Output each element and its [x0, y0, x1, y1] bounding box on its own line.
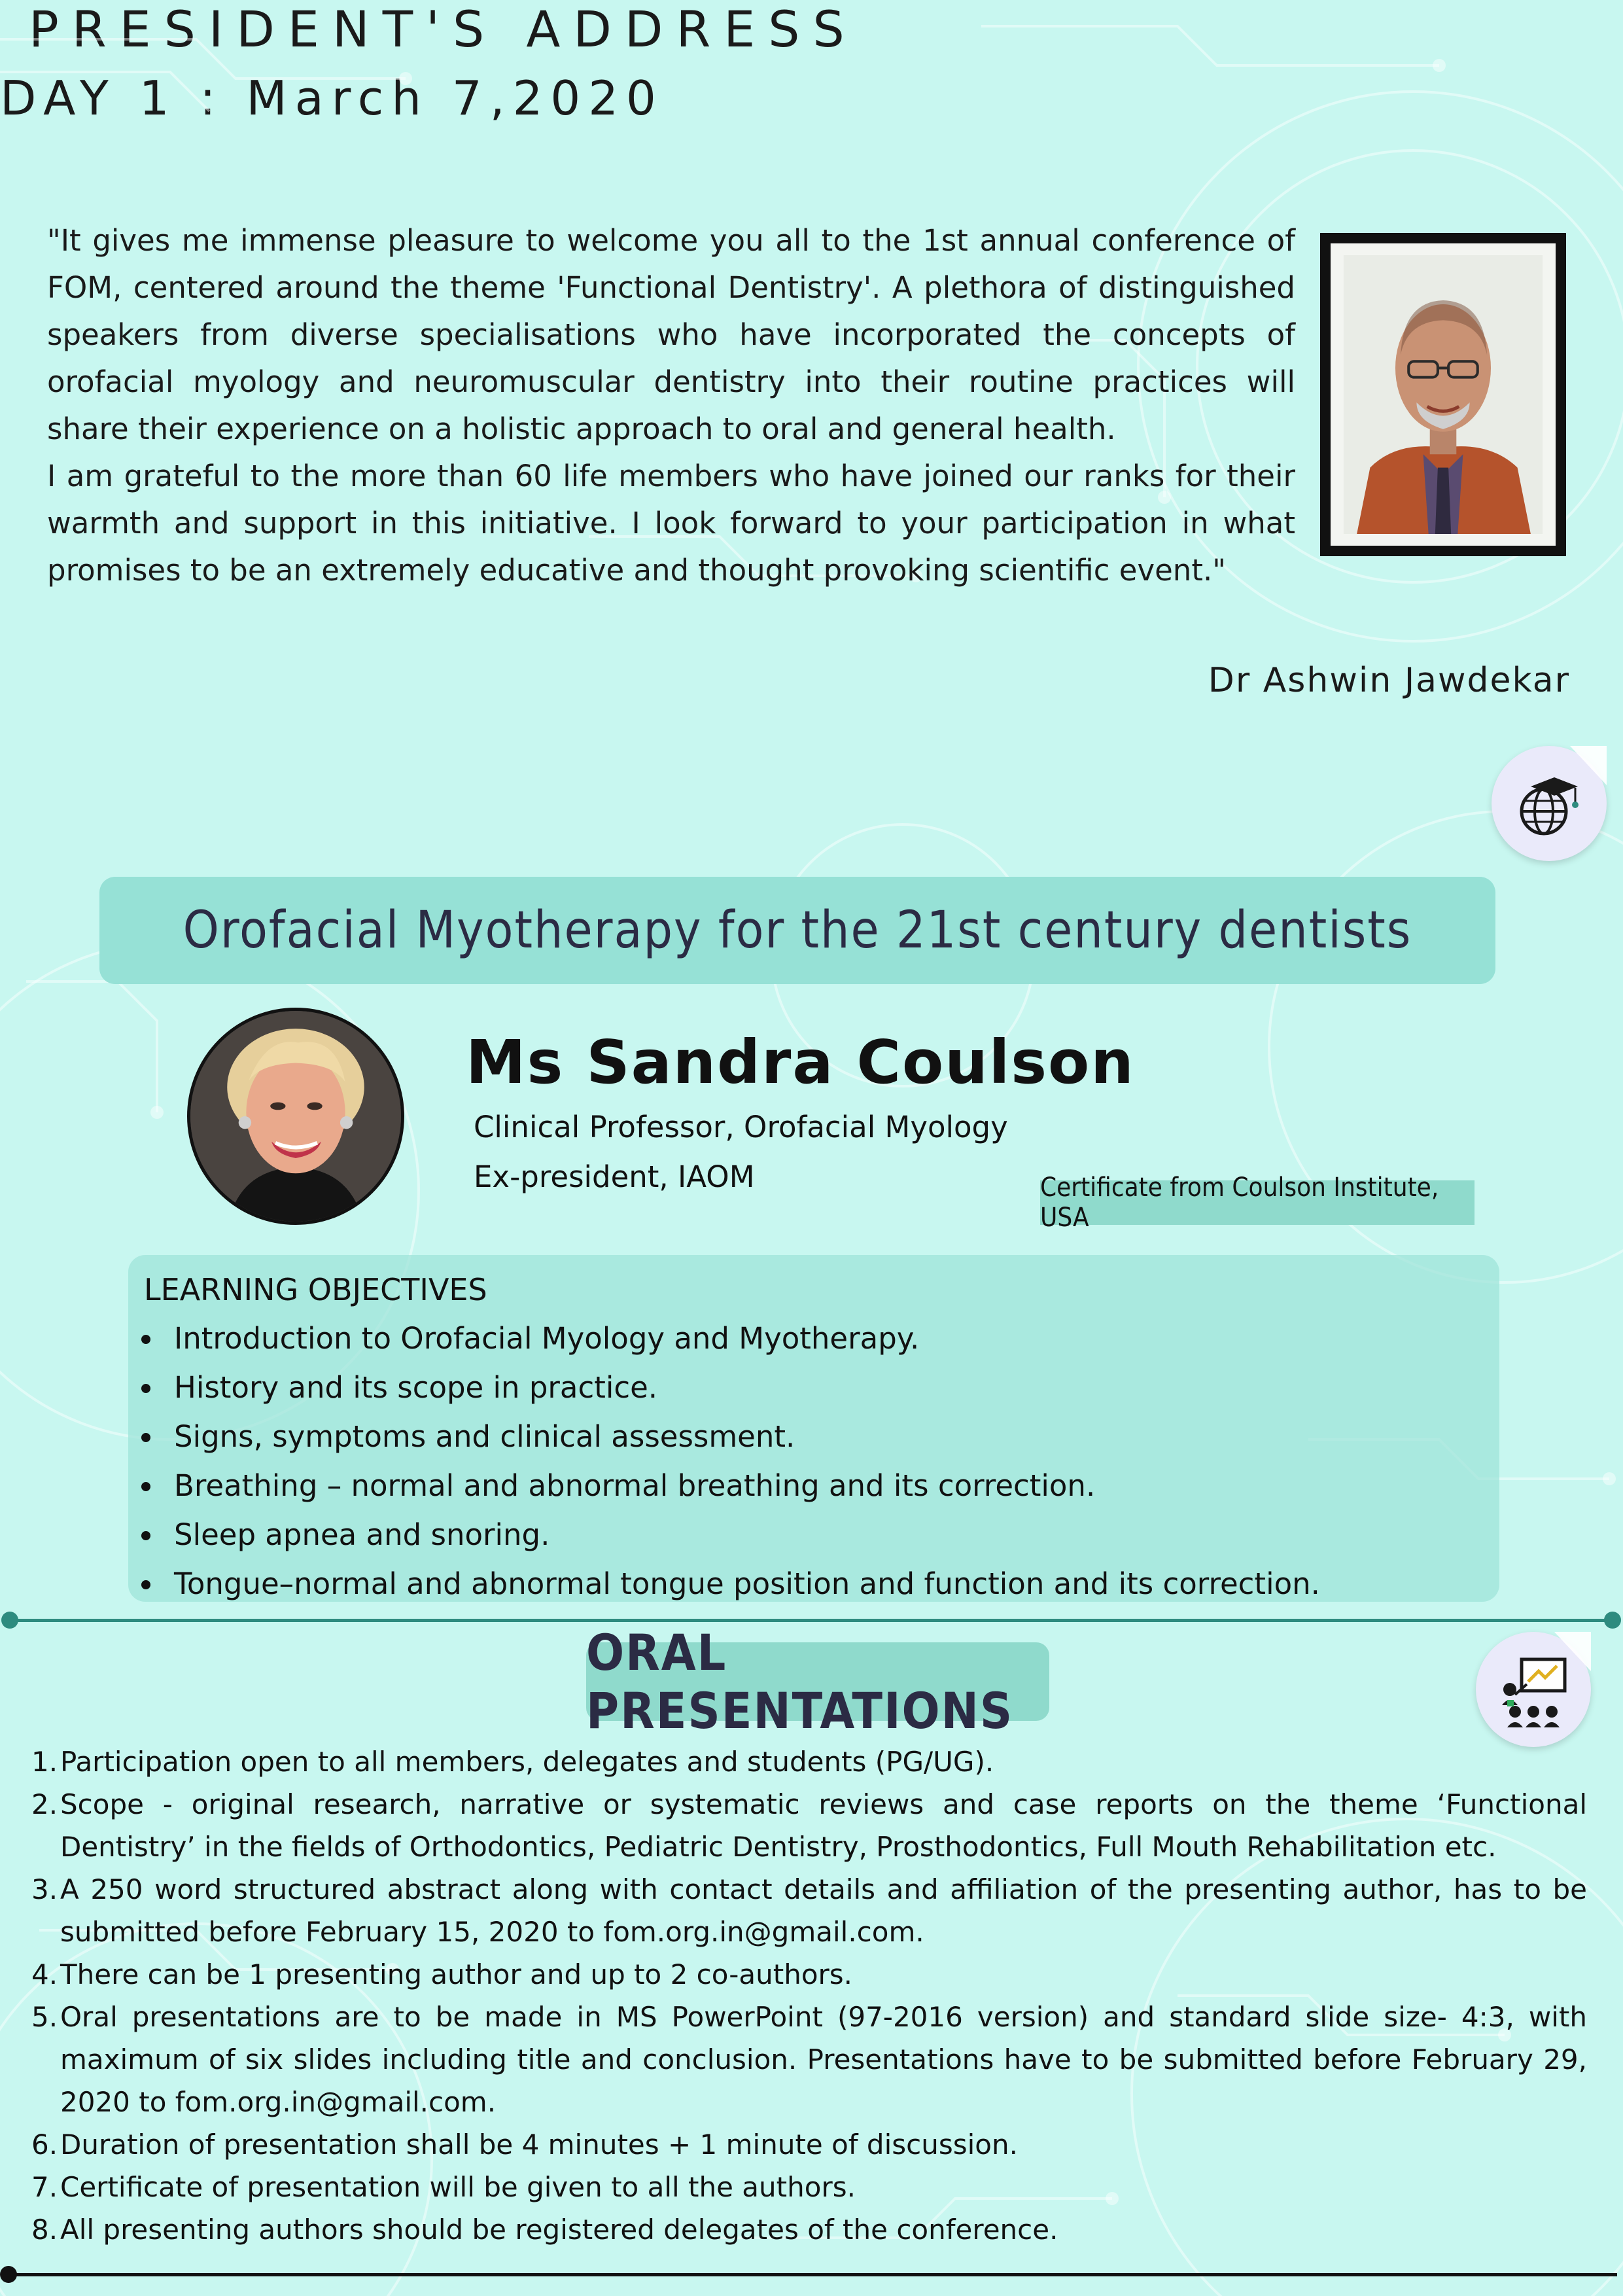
list-item: 5. Oral presentations are to be made in MS PowerPoint (97-2016 version) and standard slide size- 4:3, with maximum of six slides including title and conclusion. Presentations have to be submitted before February 29, 2020 to fom.org.in@gmail.com.: [31, 2001, 1587, 2118]
list-item: 4. There can be 1 presenting author and up to 2 co-authors.: [31, 1958, 853, 1990]
oral-presentations-title: ORAL PRESENTATIONS: [586, 1623, 1014, 1740]
certificate-badge: Certificate from Coulson Institute, USA: [1040, 1180, 1475, 1225]
objectives-list: [135, 1314, 1482, 1608]
address-paragraph-2: I am grateful to the more than 60 life members who have joined our ranks for their warmth and support in this initiative. I look forward to your participation in what promises to be an extremely educative and thought provoking scientific event.": [47, 459, 1295, 588]
list-item: Breathing – normal and abnormal breathing and its correction.: [135, 1461, 1482, 1510]
talk-title: Orofacial Myotherapy for the 21st century dentists: [183, 901, 1412, 960]
list-item: Signs, symptoms and clinical assessment.: [135, 1412, 1482, 1461]
talk-title-box: [99, 877, 1495, 984]
speaker-role: Clinical Professor, Orofacial Myology: [474, 1110, 1008, 1144]
presentation-audience-icon: [1476, 1632, 1591, 1747]
speaker-photo: [187, 1008, 404, 1225]
president-photo-frame: [1320, 233, 1566, 556]
list-item: 6. Duration of presentation shall be 4 minutes + 1 minute of discussion.: [31, 2128, 1018, 2161]
speaker-portrait-image: [190, 1011, 401, 1222]
divider-dot: [1604, 1612, 1621, 1629]
list-item: 2. Scope - original research, narrative or systematic reviews and case reports on the theme ‘Functional Dentistry’ in the fields of Orthodontics, Pediatric Dentistry, Prosthodontics, Full Mouth Rehabilitation etc.: [31, 1788, 1587, 1863]
objectives-title: LEARNING OBJECTIVES: [144, 1272, 487, 1307]
president-portrait-image: [1342, 255, 1544, 534]
speaker-role: Ex-president, IAOM: [474, 1159, 755, 1194]
address-paragraph-1: "It gives me immense pleasure to welcome you all to the 1st annual conference of FOM, centered around the theme 'Functional Dentistry'. A plethora of distinguished speakers from diverse specialisations who have incorporated the concepts of orofacial myology and neuromuscular dentistry into their routine practices will share their experience on a holistic approach to oral and general health.: [47, 223, 1295, 446]
section-divider: [9, 1619, 1612, 1622]
speaker-name: Ms Sandra Coulson: [466, 1027, 1135, 1097]
divider-dot: [0, 2266, 17, 2283]
oral-presentations-list: [26, 1740, 1587, 2251]
list-item: Introduction to Orofacial Myology and Myotherapy.: [135, 1314, 1482, 1363]
list-item: 3. A 250 word structured abstract along with contact details and affiliation of the presenting author, has to be submitted before February 15, 2020 to fom.org.in@gmail.com.: [31, 1873, 1587, 1948]
section-title: PRESIDENT'S ADDRESS: [29, 0, 858, 58]
list-item: Tongue–normal and abnormal tongue position and function and its correction.: [135, 1559, 1482, 1608]
list-item: History and its scope in practice.: [135, 1363, 1482, 1412]
list-item: 1. Participation open to all members, delegates and students (PG/UG).: [31, 1746, 994, 1778]
divider-dot: [1, 1612, 18, 1629]
president-address-text: [47, 217, 1295, 594]
day-title: DAY 1 : March 7,2020: [0, 71, 664, 126]
footer-divider: [8, 2273, 1617, 2276]
list-item: 8. All presenting authors should be registered delegates of the conference.: [31, 2214, 1058, 2246]
list-item: Sleep apnea and snoring.: [135, 1510, 1482, 1559]
list-item: 7. Certificate of presentation will be given to all the authors.: [31, 2171, 856, 2203]
oral-presentations-header: [586, 1623, 1049, 1740]
president-signature: Dr Ashwin Jawdekar: [1208, 661, 1570, 700]
graduation-globe-icon: [1492, 746, 1607, 861]
